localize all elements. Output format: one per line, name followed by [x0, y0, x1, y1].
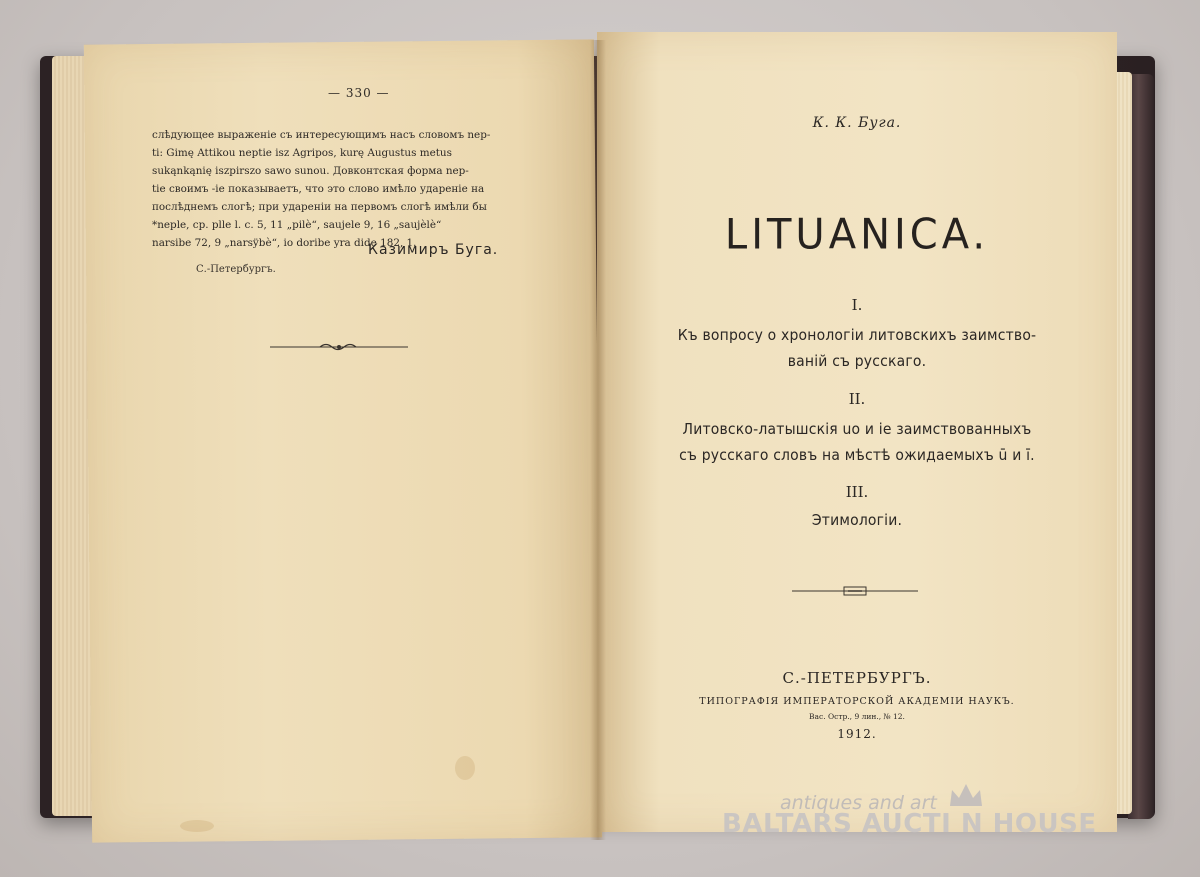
printer-address: Вас. Остр., 9 лин., № 12.: [809, 712, 905, 721]
watermark-tagline: antiques and art: [780, 792, 937, 814]
text-line: слѣдующее выраженіе съ интересующимъ насъ словомъ nep-: [152, 129, 491, 141]
text-line: *neple, ср. plle l. с. 5, 11 „pilè“, saujele 9, 16 „saujèlè“: [152, 219, 442, 231]
text-line: sukąnkąnię iszpirszo sawo sunou. Довконтская форма nep-: [152, 165, 469, 177]
printer-name: ТИПОГРАФІЯ ИМПЕРАТОРСКОЙ АКАДЕМІИ НАУКЪ.: [699, 696, 1015, 707]
ornament-divider-icon: [270, 340, 408, 354]
section-text: Литовско-латышскія uo и ie заимствованныхъ: [682, 420, 1032, 438]
text-line: tie своимъ -ie показываетъ, что это слово имѣло удареніе на: [152, 183, 485, 195]
author-name: К. К. Буга.: [812, 115, 902, 131]
publication-city: С.-ПЕТЕРБУРГЪ.: [782, 669, 932, 687]
section-text: съ русскаго словъ на мѣстѣ ожидаемыхъ ū и ī.: [679, 446, 1035, 464]
text-line: narsibe 72, 9 „narsÿbè“, io doribe yra dide 182, 1.: [152, 237, 417, 249]
page-number: — 330 —: [328, 86, 390, 100]
text-line: ti: Gimę Attikou neptie isz Agripos, kurę Augustus metus: [152, 147, 452, 159]
ornament-divider-icon: [792, 584, 918, 598]
watermark-brand: BALTARS AUCTI N HOUSE: [722, 809, 1097, 839]
book-title: LITUANICA.: [724, 210, 990, 260]
place-name: С.-Петербургъ.: [196, 264, 276, 275]
crown-icon: [946, 780, 986, 810]
section-numeral: II.: [848, 390, 866, 408]
publication-year: 1912.: [837, 727, 877, 741]
paper-stain: [180, 820, 214, 832]
text-line: послѣднемъ слогѣ; при удареніи на первомъ слогѣ имѣли бы: [152, 201, 487, 213]
section-text: Этимологіи.: [811, 511, 903, 529]
section-numeral: III.: [845, 483, 869, 501]
section-text: ваній съ русскаго.: [787, 352, 927, 370]
paper-stain: [455, 756, 475, 780]
section-numeral: I.: [851, 296, 863, 314]
section-text: Къ вопросу о хронологіи литовскихъ заимство-: [677, 326, 1037, 344]
author-signature: Казимиръ Буга.: [368, 242, 499, 258]
